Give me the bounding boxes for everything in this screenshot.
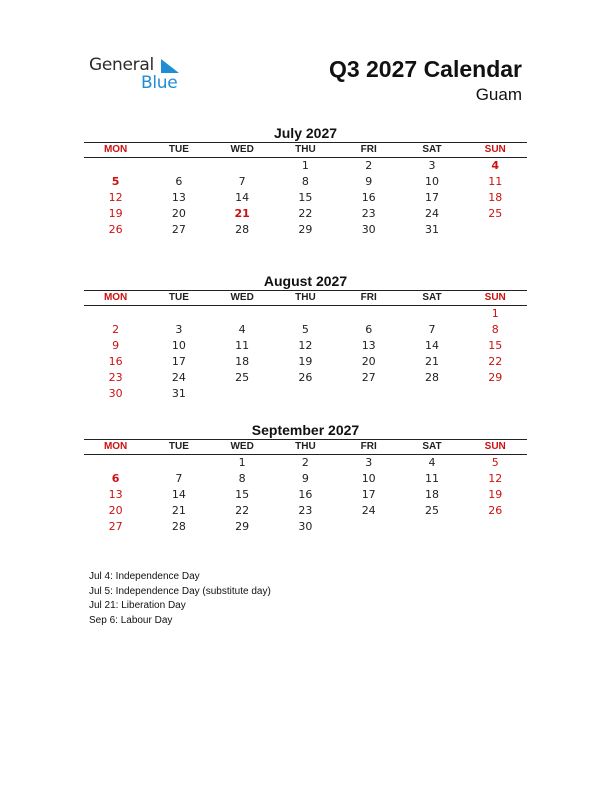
day-cell: 19 xyxy=(298,355,313,368)
day-cell: 7 xyxy=(428,323,436,336)
day-cell: 23 xyxy=(108,371,123,384)
day-cell: 23 xyxy=(361,207,376,220)
generalblue-logo xyxy=(89,55,189,95)
weekday-label: FRI xyxy=(360,292,377,303)
day-cell: 14 xyxy=(424,339,439,352)
weekday-label: SUN xyxy=(484,144,506,155)
day-cell: 28 xyxy=(424,371,439,384)
day-cell: 31 xyxy=(171,387,186,400)
day-cell: 6 xyxy=(365,323,373,336)
empty-day-cell xyxy=(211,158,274,174)
week-row xyxy=(84,487,527,503)
day-cell: 27 xyxy=(171,223,186,236)
day-cell: 6 xyxy=(175,175,183,188)
week-row xyxy=(84,338,527,354)
weekday-label: TUE xyxy=(168,292,189,303)
week-row xyxy=(84,471,527,487)
weekday-label: SUN xyxy=(484,441,506,452)
day-cell: 22 xyxy=(298,207,313,220)
day-cell: 18 xyxy=(424,488,439,501)
day-cell: 2 xyxy=(365,159,373,172)
empty-day-cell xyxy=(274,306,337,322)
day-cell: 9 xyxy=(301,472,309,485)
day-cell: 12 xyxy=(298,339,313,352)
day-cell: 2 xyxy=(301,456,309,469)
day-cell: 13 xyxy=(108,488,123,501)
empty-day-cell xyxy=(400,519,463,535)
day-cell: 16 xyxy=(108,355,123,368)
empty-day-cell xyxy=(337,519,400,535)
empty-day-cell xyxy=(274,386,337,402)
logo-general-text: General xyxy=(89,55,154,75)
day-cell: 10 xyxy=(424,175,439,188)
day-cell: 20 xyxy=(108,504,123,517)
day-cell: 25 xyxy=(235,371,250,384)
month-title: August 2027 xyxy=(263,273,348,289)
day-cell: 1 xyxy=(491,307,499,320)
week-row xyxy=(84,354,527,370)
month-title: July 2027 xyxy=(273,125,338,141)
day-cell: 27 xyxy=(361,371,376,384)
weekday-header-row xyxy=(84,143,527,157)
week-row xyxy=(84,158,527,174)
day-cell: 29 xyxy=(488,371,503,384)
logo-blue-text: Blue xyxy=(141,73,178,93)
day-cell: 20 xyxy=(361,355,376,368)
day-cell: 30 xyxy=(298,520,313,533)
weekday-header-row xyxy=(84,440,527,454)
week-row xyxy=(84,455,527,471)
day-cell: 2 xyxy=(112,323,120,336)
month-block xyxy=(84,125,527,238)
empty-day-cell xyxy=(337,306,400,322)
day-cell: 25 xyxy=(424,504,439,517)
weekday-label: TUE xyxy=(168,144,189,155)
day-cell: 16 xyxy=(361,191,376,204)
day-cell: 13 xyxy=(361,339,376,352)
day-cell: 19 xyxy=(488,488,503,501)
holiday-notes xyxy=(89,570,271,628)
day-cell: 18 xyxy=(488,191,503,204)
day-cell: 9 xyxy=(365,175,373,188)
weekday-label: THU xyxy=(295,441,316,452)
holiday-note: Sep 6: Labour Day xyxy=(89,614,173,626)
day-cell: 15 xyxy=(235,488,250,501)
weekday-label: TUE xyxy=(168,441,189,452)
day-cell: 22 xyxy=(488,355,503,368)
day-cell: 27 xyxy=(108,520,123,533)
day-cell: 29 xyxy=(235,520,250,533)
empty-day-cell xyxy=(464,222,527,238)
weekday-label: SAT xyxy=(422,144,442,155)
day-cell: 26 xyxy=(298,371,313,384)
empty-day-cell xyxy=(464,386,527,402)
empty-day-cell xyxy=(337,386,400,402)
empty-day-cell xyxy=(400,306,463,322)
day-cell: 17 xyxy=(424,191,439,204)
holiday-note: Jul 4: Independence Day xyxy=(89,571,200,582)
weekday-label: SAT xyxy=(422,441,442,452)
day-cell: 21 xyxy=(234,207,250,220)
day-cell: 11 xyxy=(424,472,439,485)
day-cell: 17 xyxy=(361,488,376,501)
day-cell: 11 xyxy=(488,175,503,188)
day-cell: 3 xyxy=(175,323,183,336)
weekday-header-row xyxy=(84,291,527,305)
empty-day-cell xyxy=(400,386,463,402)
day-cell: 8 xyxy=(238,472,246,485)
weekday-label: MON xyxy=(103,144,128,155)
day-cell: 1 xyxy=(238,456,246,469)
weekday-label: MON xyxy=(103,292,128,303)
day-cell: 3 xyxy=(365,456,373,469)
day-cell: 5 xyxy=(491,456,499,469)
day-cell: 4 xyxy=(428,456,436,469)
day-cell: 14 xyxy=(171,488,186,501)
month-block xyxy=(84,422,527,535)
day-cell: 28 xyxy=(171,520,186,533)
empty-day-cell xyxy=(464,519,527,535)
empty-day-cell xyxy=(211,386,274,402)
day-cell: 29 xyxy=(298,223,313,236)
day-cell: 20 xyxy=(171,207,186,220)
day-cell: 10 xyxy=(171,339,186,352)
weekday-label: SAT xyxy=(422,292,442,303)
week-row xyxy=(84,206,527,222)
day-cell: 23 xyxy=(298,504,313,517)
day-cell: 21 xyxy=(171,504,186,517)
day-cell: 24 xyxy=(361,504,376,517)
weekday-label: THU xyxy=(295,292,316,303)
day-cell: 28 xyxy=(235,223,250,236)
day-cell: 26 xyxy=(488,504,503,517)
day-cell: 25 xyxy=(488,207,503,220)
day-cell: 10 xyxy=(361,472,376,485)
day-cell: 7 xyxy=(238,175,246,188)
week-row xyxy=(84,306,527,322)
week-row xyxy=(84,370,527,386)
weekday-label: FRI xyxy=(360,144,377,155)
day-cell: 16 xyxy=(298,488,313,501)
day-cell: 3 xyxy=(428,159,436,172)
day-cell: 17 xyxy=(171,355,186,368)
holiday-note: Jul 21: Liberation Day xyxy=(89,600,186,611)
day-cell: 26 xyxy=(108,223,123,236)
day-cell: 21 xyxy=(424,355,439,368)
empty-day-cell xyxy=(211,306,274,322)
day-cell: 8 xyxy=(491,323,499,336)
week-row xyxy=(84,503,527,519)
day-cell: 30 xyxy=(361,223,376,236)
day-cell: 11 xyxy=(235,339,250,352)
region-subtitle: Guam xyxy=(475,85,522,104)
weekday-label: FRI xyxy=(360,441,377,452)
empty-day-cell xyxy=(84,306,147,322)
day-cell: 9 xyxy=(112,339,120,352)
day-cell: 15 xyxy=(488,339,503,352)
empty-day-cell xyxy=(147,306,210,322)
logo-flag-icon xyxy=(161,59,179,73)
week-row xyxy=(84,190,527,206)
week-row xyxy=(84,519,527,535)
day-cell: 8 xyxy=(301,175,309,188)
day-cell: 22 xyxy=(235,504,250,517)
week-row xyxy=(84,222,527,238)
weekday-label: WED xyxy=(230,292,254,303)
empty-day-cell xyxy=(147,455,210,471)
weekday-label: MON xyxy=(103,441,128,452)
day-cell: 30 xyxy=(108,387,123,400)
day-cell: 18 xyxy=(235,355,250,368)
holiday-note: Jul 5: Independence Day (substitute day) xyxy=(89,585,271,597)
page-title: Q3 2027 Calendar xyxy=(328,56,522,82)
week-row xyxy=(84,386,527,402)
day-cell: 4 xyxy=(238,323,246,336)
day-cell: 5 xyxy=(111,175,120,188)
empty-day-cell xyxy=(147,158,210,174)
weekday-label: THU xyxy=(295,144,316,155)
day-cell: 12 xyxy=(488,472,503,485)
empty-day-cell xyxy=(84,158,147,174)
month-block xyxy=(84,273,527,402)
day-cell: 6 xyxy=(111,472,120,485)
day-cell: 5 xyxy=(301,323,309,336)
week-row xyxy=(84,322,527,338)
day-cell: 19 xyxy=(108,207,123,220)
empty-day-cell xyxy=(84,455,147,471)
day-cell: 24 xyxy=(171,371,186,384)
day-cell: 13 xyxy=(171,191,186,204)
week-row xyxy=(84,174,527,190)
day-cell: 15 xyxy=(298,191,313,204)
day-cell: 1 xyxy=(301,159,309,172)
month-title: September 2027 xyxy=(251,422,360,438)
day-cell: 31 xyxy=(424,223,439,236)
day-cell: 7 xyxy=(175,472,183,485)
weekday-label: SUN xyxy=(484,292,506,303)
day-cell: 4 xyxy=(491,159,500,172)
day-cell: 24 xyxy=(424,207,439,220)
weekday-label: WED xyxy=(230,144,254,155)
day-cell: 12 xyxy=(108,191,123,204)
day-cell: 14 xyxy=(235,191,250,204)
weekday-label: WED xyxy=(230,441,254,452)
